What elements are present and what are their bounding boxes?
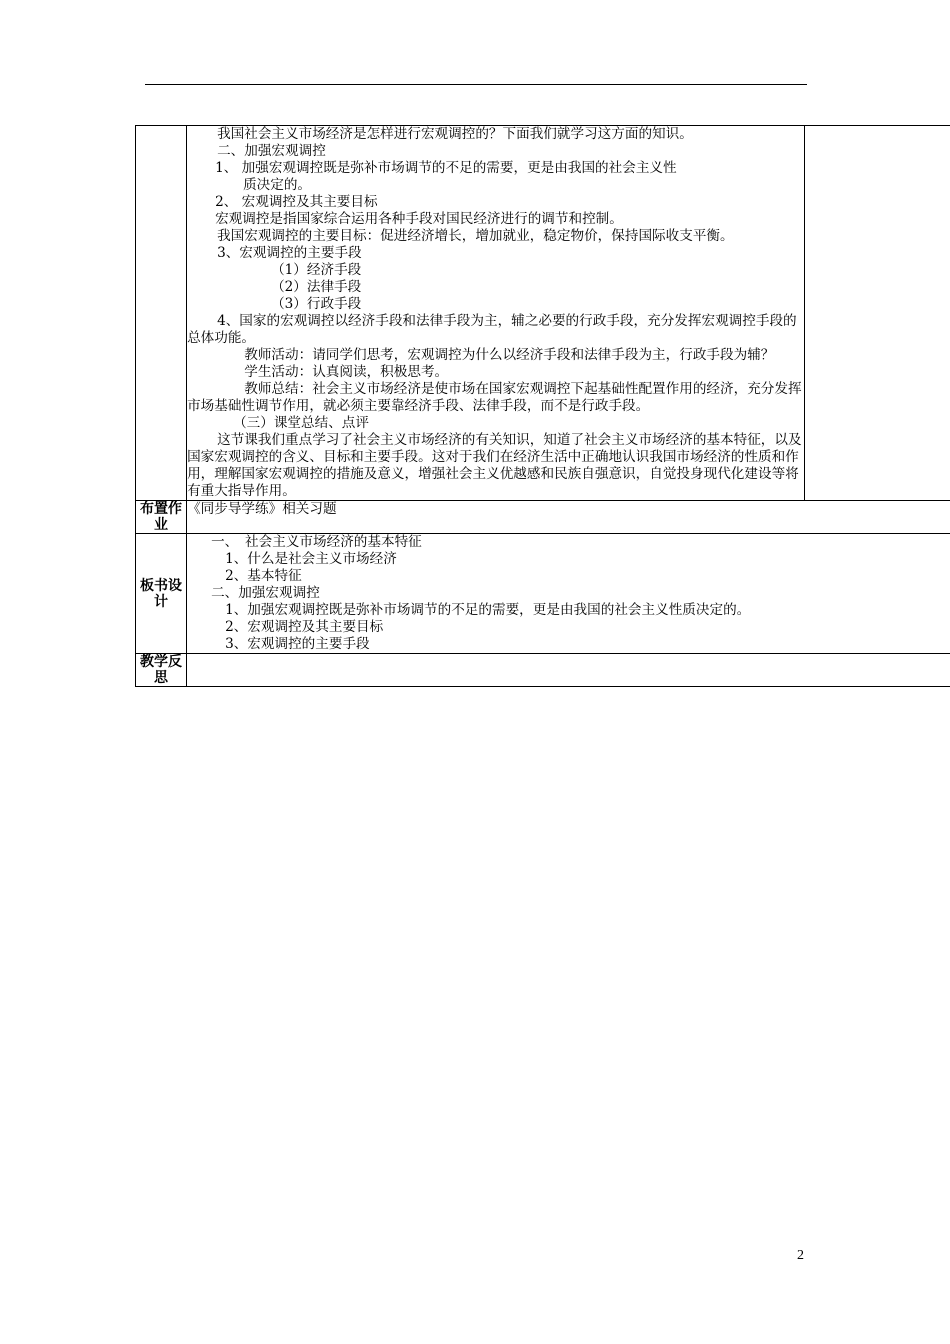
board-line: 1、什么是社会主义市场经济 <box>225 551 397 567</box>
content-paragraph: 我国宏观调控的主要目标：促进经济增长，增加就业，稳定物价，保持国际收支平衡。 <box>217 228 734 244</box>
content-paragraph: 教师活动：请同学们思考，宏观调控为什么以经济手段和法律手段为主，行政手段为辅？ <box>217 347 775 363</box>
teaching-content-cell <box>187 126 805 501</box>
content-paragraph: 质决定的。 <box>243 177 312 193</box>
content-paragraph: 我国社会主义市场经济是怎样进行宏观调控的？下面我们就学习这方面的知识。 <box>217 126 693 142</box>
content-paragraph: 学生活动：认真阅读，积极思考。 <box>217 364 449 380</box>
notes-cell <box>804 126 950 501</box>
content-paragraph: （三）课堂总结、点评 <box>233 415 369 431</box>
board-line: 1、加强宏观调控既是弥补市场调节的不足的需要，更是由我国的社会主义性质决定的。 <box>225 602 751 618</box>
board-line: 2、宏观调控及其主要目标 <box>225 619 384 635</box>
board-line: 3、宏观调控的主要手段 <box>225 636 370 652</box>
teaching-process-row <box>136 126 950 501</box>
homework-row <box>136 501 950 534</box>
content-paragraph: 二、加强宏观调控 <box>217 143 326 159</box>
content-paragraph: （2）法律手段 <box>271 279 362 295</box>
content-paragraph: 这节课我们重点学习了社会主义市场经济的有关知识，知道了社会主义市场经济的基本特征，以及国家宏观调控的含义、目标和主要手段。这对于我们在经济生活中正确地认识我国市场经济的性质和作用，理解国家宏观调控的措施及意义，增强社会主义优越感和民族自强意识，自觉投身现代化建设等将有重大指导作用。 <box>187 432 802 499</box>
reflection-row <box>136 654 950 687</box>
content-paragraph: 宏观调控是指国家综合运用各种手段对国民经济进行的调节和控制。 <box>215 211 623 227</box>
content-paragraph: 4、国家的宏观调控以经济手段和法律手段为主，辅之必要的行政手段，充分发挥宏观调控手段的总体功能。 <box>187 313 797 346</box>
board-design-label: 板书设计 <box>136 534 187 654</box>
page-number: 2 <box>797 1248 804 1263</box>
content-paragraph: （1）经济手段 <box>271 262 362 278</box>
board-design-content <box>187 534 950 654</box>
process-label-cell <box>136 126 187 501</box>
header-rule <box>145 84 807 85</box>
board-line: 二、加强宏观调控 <box>211 585 320 601</box>
lesson-plan-table <box>135 125 950 687</box>
content-paragraph: 教师总结：社会主义市场经济是使市场在国家宏观调控下起基础性配置作用的经济，充分发挥市场基础性调节作用，就必须主要靠经济手段、法律手段，而不是行政手段。 <box>187 381 802 414</box>
board-design-row <box>136 534 950 654</box>
content-paragraph: 1、 加强宏观调控既是弥补市场调节的不足的需要，更是由我国的社会主义性 <box>215 160 677 176</box>
content-paragraph: 3、宏观调控的主要手段 <box>217 245 362 261</box>
homework-label: 布置作业 <box>136 501 187 534</box>
homework-text: 《同步导学练》相关习题 <box>187 501 950 534</box>
reflection-content <box>187 654 950 687</box>
content-paragraph: （3）行政手段 <box>271 296 362 312</box>
content-paragraph: 2、 宏观调控及其主要目标 <box>215 194 378 210</box>
board-line: 一、 社会主义市场经济的基本特征 <box>211 534 422 550</box>
reflection-label: 教学反思 <box>136 654 187 687</box>
board-line: 2、基本特征 <box>225 568 302 584</box>
